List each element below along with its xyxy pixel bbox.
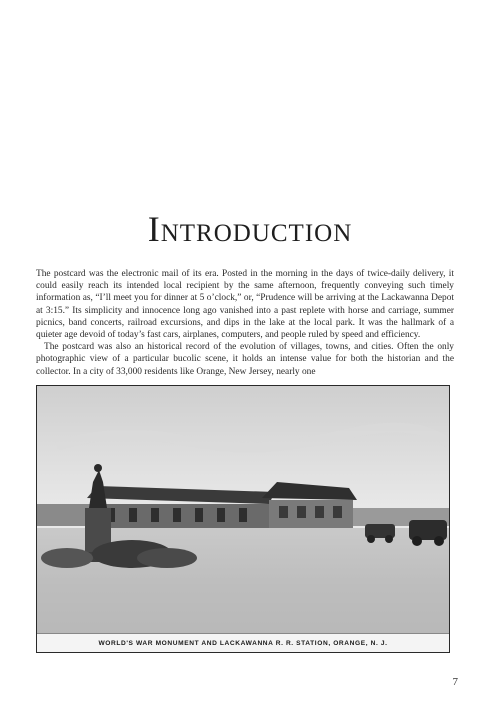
paragraph-1: The postcard was the electronic mail of its era. Posted in the morning in the days of twice-daily delivery, it could easily reach its intended local recipient by the same afternoon, frequently conveying such timely information as, “I’ll meet you for dinner at 5 o’clock,” or, “Prudence will be arriving at the Lackawanna Depot at 3:15.” Its simplicity and innocence long ago vanished into a past replete with horse and carriage, summer picnics, band concerts, railroad excursions, and dips in the lake at the local park. It was the hallmark of a quieter age devoid of today’s fast cars, airplanes, computers, and people ruled by speed and efficiency. [36, 269, 454, 341]
station-scene-image [37, 386, 449, 634]
page-number: 7 [452, 676, 458, 688]
body-text [36, 268, 454, 378]
postcard-photo [36, 385, 450, 653]
chapter-heading: Introduction [147, 209, 353, 249]
photo-caption: WORLD'S WAR MONUMENT AND LACKAWANNA R. R. STATION, ORANGE, N. J. [37, 633, 449, 652]
paragraph-2: The postcard was also an historical record of the evolution of villages, towns, and cities. Often the only photographic view of a particular bucolic scene, it holds an intense value for both the historian and the collector. In a city of 33,000 residents like Orange, New Jersey, nearly one [36, 342, 454, 377]
